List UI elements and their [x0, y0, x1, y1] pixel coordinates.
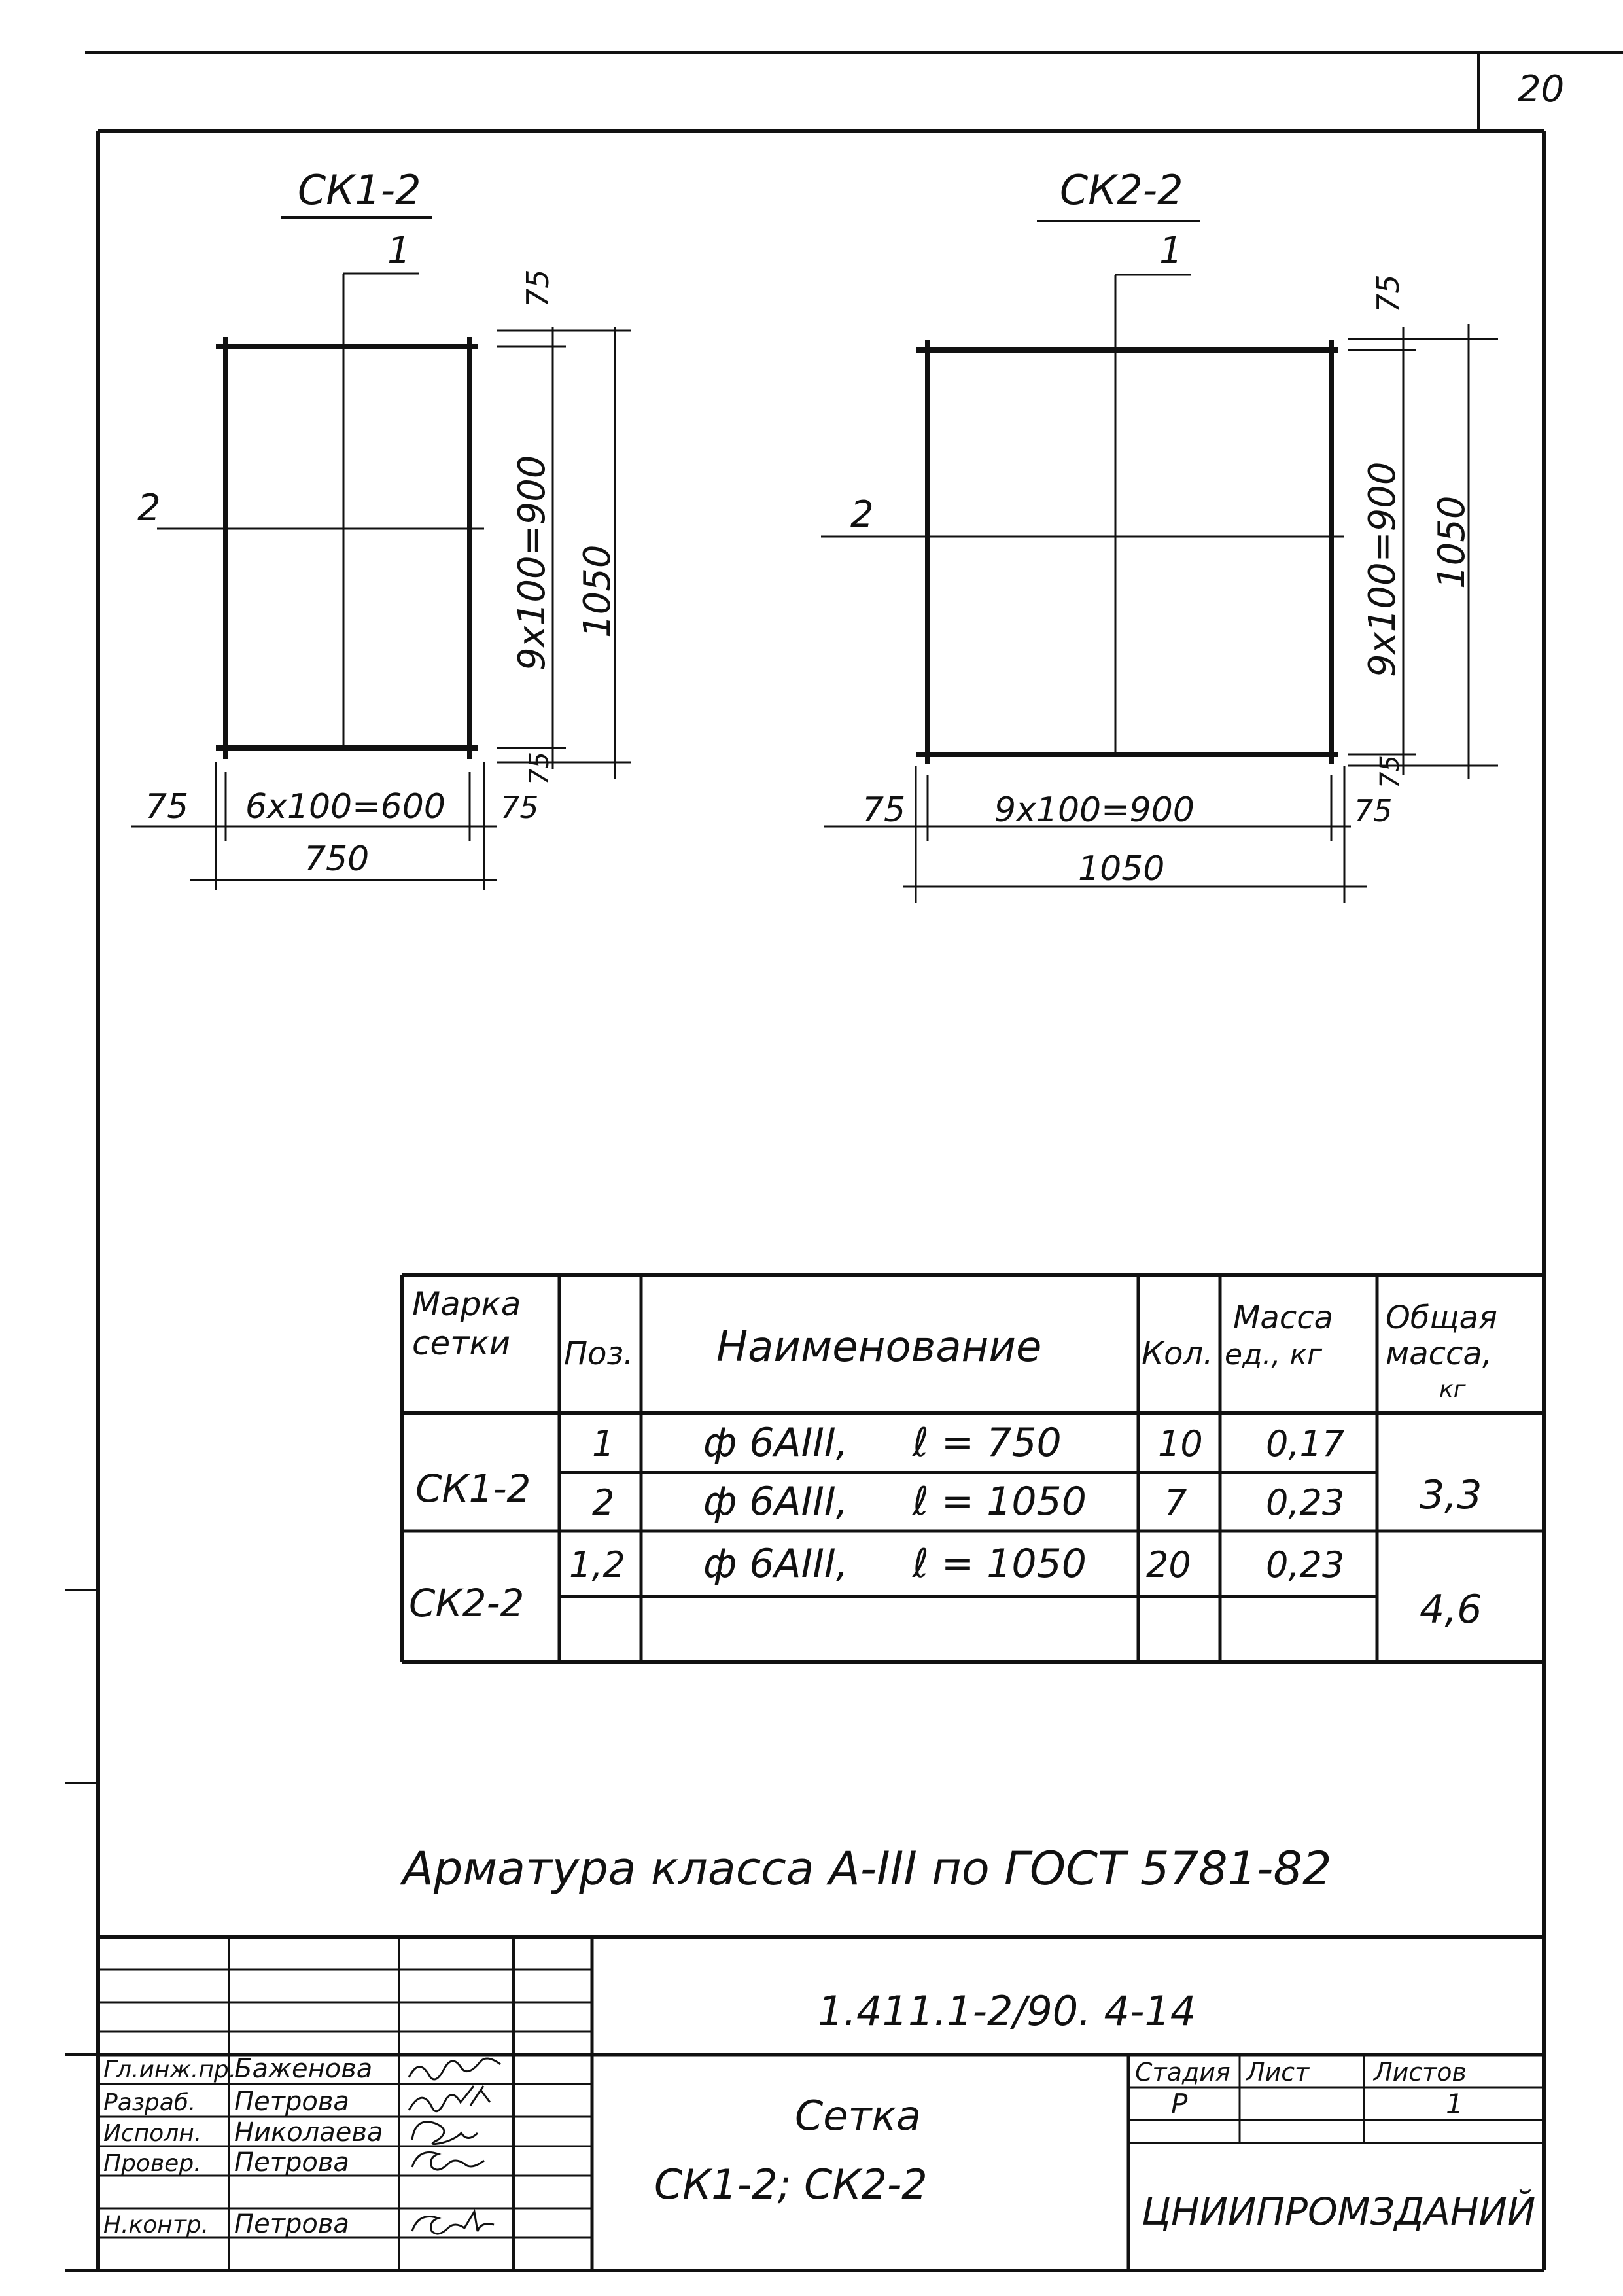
dim-horizontal-total: 750 — [304, 839, 370, 879]
header-unit-mass-line1: Масса — [1233, 1299, 1334, 1336]
table-quantity-cell: 10 — [1158, 1423, 1203, 1464]
role-label: Гл.инж.пр. — [103, 2057, 237, 2083]
reinforcement-note: Арматура класса А-III по ГОСТ 5781-82 — [402, 1842, 1332, 1896]
dim-bottom-margin: 75 — [525, 752, 555, 785]
dim-vertical-spacing: 9х100=900 — [1361, 461, 1404, 677]
header-total-mass-line1: Общая — [1386, 1299, 1497, 1336]
dim-right-margin: 75 — [500, 790, 539, 825]
signature — [409, 2086, 490, 2111]
table-name-cell: ф 6АIII, — [703, 1479, 848, 1525]
header-mark-line1: Марка — [412, 1285, 521, 1323]
role-label: Исполн. — [103, 2120, 202, 2147]
role-label: Н.контр. — [103, 2212, 209, 2238]
table-quantity-cell: 7 — [1164, 1482, 1187, 1523]
role-label: Разраб. — [103, 2089, 196, 2116]
person-name: Петрова — [234, 2209, 349, 2239]
table-quantity-cell: 20 — [1146, 1544, 1191, 1585]
dim-horizontal-spacing: 9х100=900 — [994, 790, 1195, 830]
table-mass-cell: 0,23 — [1266, 1482, 1345, 1523]
table-mass-cell: 0,17 — [1266, 1423, 1345, 1464]
position-2-label: 2 — [137, 487, 161, 529]
dim-left-margin: 75 — [145, 787, 189, 826]
sheets-value: 1 — [1446, 2088, 1463, 2120]
sheets-label: Листов — [1374, 2058, 1467, 2087]
header-mark-line2: сетки — [412, 1324, 511, 1362]
position-1-label: 1 — [387, 230, 411, 272]
table-total-mass-cell: 3,3 — [1420, 1472, 1482, 1518]
mesh-drawing-sk2 — [821, 166, 1498, 903]
drawing-title-line2: СК1-2; СК2-2 — [654, 2161, 928, 2208]
drawing-title-line1: Сетка — [795, 2092, 921, 2140]
position-1-label: 1 — [1159, 230, 1183, 272]
dim-vertical-spacing: 9х100=900 — [511, 455, 553, 671]
dim-left-margin: 75 — [862, 790, 906, 830]
table-position-cell: 1 — [592, 1423, 615, 1464]
header-name: Наименование — [716, 1323, 1042, 1371]
position-2-label: 2 — [850, 493, 874, 536]
dim-bottom-margin: 75 — [1375, 755, 1405, 788]
dim-top-margin: 75 — [1370, 274, 1406, 313]
signature — [412, 2212, 494, 2234]
table-mark-cell: СК2-2 — [409, 1581, 525, 1625]
page-number: 20 — [1518, 68, 1565, 111]
document-designation: 1.411.1-2/90. 4-14 — [818, 1987, 1196, 2035]
drawing-title-sk2: СК2-2 — [1060, 166, 1183, 214]
header-position: Поз. — [564, 1335, 634, 1372]
dim-horizontal-spacing: 6х100=600 — [245, 787, 445, 826]
person-name: Петрова — [234, 2147, 349, 2178]
specification-table — [402, 1275, 1544, 1662]
person-name: Петрова — [234, 2087, 349, 2117]
table-name-cell: ф 6АIII, — [703, 1420, 848, 1466]
table-length-cell: ℓ = 1050 — [913, 1479, 1087, 1525]
dim-horizontal-total: 1050 — [1078, 849, 1165, 889]
person-name: Николаева — [234, 2117, 383, 2147]
stage-label: Стадия — [1135, 2058, 1230, 2087]
table-mark-cell: СК1-2 — [415, 1466, 531, 1511]
person-name: Баженова — [234, 2054, 373, 2084]
dim-right-margin: 75 — [1354, 793, 1393, 828]
table-position-cell: 1,2 — [569, 1544, 625, 1585]
header-unit-mass-line2: ед., кг — [1225, 1338, 1323, 1371]
drawing-title-sk1: СК1-2 — [298, 166, 421, 214]
role-label: Провер. — [103, 2150, 201, 2177]
table-total-mass-cell: 4,6 — [1420, 1587, 1482, 1633]
title-block — [98, 1937, 1544, 2270]
signature — [412, 2153, 484, 2170]
dim-vertical-total: 1050 — [576, 544, 619, 638]
stage-value: Р — [1171, 2088, 1188, 2120]
table-length-cell: ℓ = 1050 — [913, 1541, 1087, 1587]
sheet-label: Лист — [1246, 2058, 1310, 2087]
dim-top-margin: 75 — [520, 269, 555, 308]
header-total-mass-line2: масса, — [1386, 1335, 1493, 1372]
table-length-cell: ℓ = 750 — [913, 1420, 1062, 1466]
header-quantity: Кол. — [1142, 1335, 1213, 1372]
table-mass-cell: 0,23 — [1266, 1544, 1345, 1585]
signature — [412, 2122, 478, 2144]
organization-name: ЦНИИПРОМЗДАНИЙ — [1142, 2189, 1536, 2234]
table-name-cell: ф 6АIII, — [703, 1541, 848, 1587]
header-total-mass-line3: кг — [1439, 1376, 1466, 1403]
signature — [409, 2058, 500, 2079]
dim-vertical-total: 1050 — [1431, 495, 1473, 589]
table-position-cell: 2 — [592, 1482, 615, 1523]
mesh-drawing-sk1 — [131, 166, 631, 890]
